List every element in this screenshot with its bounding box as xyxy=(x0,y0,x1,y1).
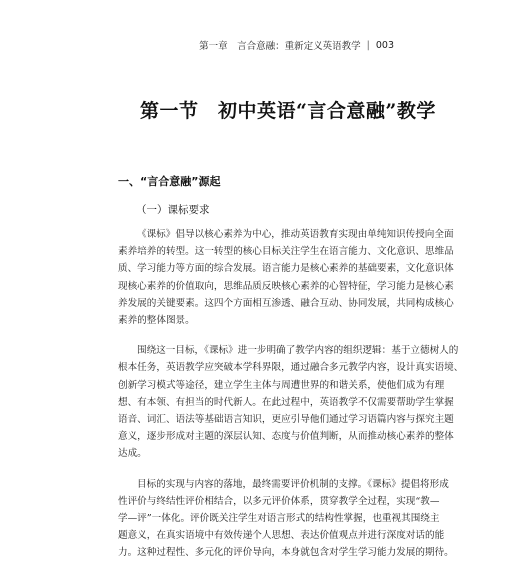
text-line: 目标的实现与内容的落地，最终需要评价机制的支撑。《课标》提倡将形成 xyxy=(137,478,449,490)
body-text xyxy=(118,226,464,575)
text-line: 想、有本领、有担当的时代新人。在此过程中，英语教学不仅需要帮助学生掌握 xyxy=(118,396,454,408)
text-line: 《课标》倡导以核心素养为中心，推动英语教育实现由单纯知识传授向全面 xyxy=(137,229,454,240)
page-number: 003 xyxy=(375,39,394,51)
text-line: 养发展的关键要素。这四个方面相互渗透、融合互动、协同发展，共同构成核心 xyxy=(118,297,454,309)
text-line: 围绕这一目标，《课标》进一步明确了教学内容的组织逻辑：基于立德树人的 xyxy=(137,345,459,357)
paragraph xyxy=(118,342,464,462)
section-title: 第一节 初中英语“言合意融”教学 xyxy=(140,100,436,122)
running-head-chapter: 第一章 言合意融：重新定义英语教学 xyxy=(199,41,361,52)
text-line: 题意义，在真实语境中有效传递个人思想、表达价值观点并进行深度对话的能 xyxy=(118,530,445,542)
paragraph xyxy=(118,226,454,329)
text-line: 性评价与终结性评价相结合，以多元评价体系，贯穿教学全过程，实现“教— xyxy=(118,495,440,507)
heading-level-2: （一）课标要求 xyxy=(136,204,210,216)
text-line: 力。这种过程性、多元化的评价导向，本身就包含对学生学习能力发展的期待。 xyxy=(118,547,454,559)
text-line: 达成。 xyxy=(118,448,147,460)
text-line: 意义，逐步形成对主题的深层认知、态度与价值判断，从而推动核心素养的整体 xyxy=(118,431,454,443)
paragraph xyxy=(118,476,454,562)
text-line: 学—评”一体化。评价既关注学生对语言形式的结构性掌握，也重视其围绕主 xyxy=(118,513,440,525)
running-head xyxy=(199,38,394,52)
running-head-separator: | xyxy=(366,39,370,51)
text-line: 素养培养的转型。这一转型的核心目标关注学生在语言能力、文化意识、思维品 xyxy=(118,246,454,258)
heading-level-1: 一、“言合意融”源起 xyxy=(118,175,221,188)
text-line: 质、学习能力等方面的综合发展。语言能力是核心素养的基础要素，文化意识体 xyxy=(118,263,454,275)
text-line: 素养的整体图景。 xyxy=(118,315,195,327)
text-line: 语音、词汇、语法等基础语言知识，更应引导他们通过学习语篇内容与探究主题 xyxy=(118,414,454,426)
text-line: 现核心素养的价值取向，思维品质反映核心素养的心智特征，学习能力是核心素 xyxy=(118,280,454,292)
text-line: 创新学习模式等途径，建立学生主体与周遭世界的和谐关系，使他们成为有理 xyxy=(118,379,445,391)
text-line: 根本任务，英语教学应突破本学科界限，通过融合多元教学内容，设计真实语境、 xyxy=(118,362,464,374)
